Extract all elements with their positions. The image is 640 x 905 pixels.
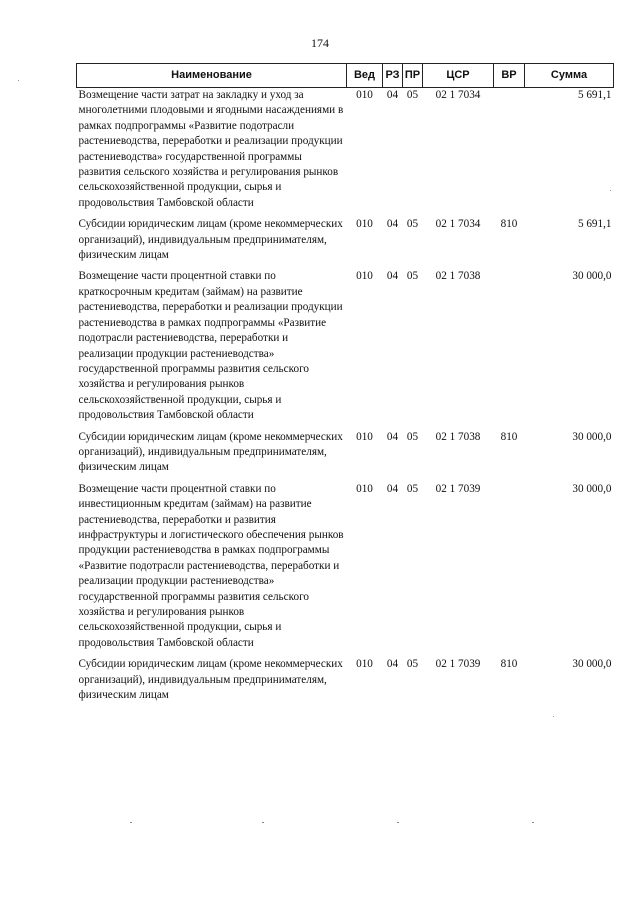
table-body xyxy=(77,88,614,710)
scan-speck xyxy=(610,190,611,191)
page-number: 174 xyxy=(311,36,329,50)
budget-table xyxy=(76,63,614,709)
row-sum: 30 000,0 xyxy=(572,430,612,443)
row-pr: 05 xyxy=(406,89,419,101)
table-row xyxy=(77,88,614,218)
row-sum: 30 000,0 xyxy=(572,270,612,283)
row-pr: 05 xyxy=(406,218,419,231)
row-name: Возмещение части процентной ставки по краткосрочным кредитам (займам) на развитие растениеводства, переработки и реализации продукции растениеводства в рамках подпрограммы «Развитие подотрасли растениеводства, переработки и реализации продукции растениеводства» государственной программы развития сельского хозяйства и регулирования рынков сельскохозяйственной продукции, сырья и продовольствия Тамбовской области xyxy=(78,270,343,422)
row-pr: 05 xyxy=(406,270,419,283)
row-vr: 810 xyxy=(500,430,518,443)
row-name: Возмещение части затрат на закладку и уход за многолетними плодовыми и ягодными насаждениями в рамках подпрограммы «Развитие подотрасли растениеводства, переработки и реализации продукции растениеводства» государственной программы развития сельского хозяйства и регулирования рынков сельскохозяйственной продукции, сырья и продовольствия Тамбовской области xyxy=(78,89,344,209)
header-sum: Сумма xyxy=(525,64,614,88)
scan-speck xyxy=(553,716,554,717)
header-csr: ЦСР xyxy=(423,64,494,88)
row-csr: 02 1 7038 xyxy=(435,270,481,283)
row-rz: 04 xyxy=(386,482,399,495)
row-sum: 30 000,0 xyxy=(572,658,612,671)
table-header xyxy=(77,64,614,88)
row-csr: 02 1 7038 xyxy=(435,430,481,443)
row-sum: 5 691,1 xyxy=(577,218,612,231)
row-vr: 810 xyxy=(500,218,518,231)
scan-dot xyxy=(397,822,399,823)
row-csr: 02 1 7039 xyxy=(435,658,481,671)
table-row xyxy=(77,657,614,709)
row-rz: 04 xyxy=(386,270,399,283)
header-ved: Вед xyxy=(347,64,383,88)
scan-dot xyxy=(532,822,534,823)
row-ved: 010 xyxy=(356,430,373,443)
row-pr: 05 xyxy=(406,482,419,495)
table-row xyxy=(77,217,614,269)
table-row xyxy=(77,430,614,482)
header-pr: ПР xyxy=(403,64,423,88)
header-rz: РЗ xyxy=(383,64,403,88)
row-name: Субсидии юридическим лицам (кроме некоммерческих организаций), индивидуальным предпринимателям, физическим лицам xyxy=(78,430,343,474)
row-vr xyxy=(494,269,525,429)
row-ved: 010 xyxy=(356,270,373,283)
row-vr xyxy=(494,88,525,218)
row-pr: 05 xyxy=(406,430,419,443)
row-vr xyxy=(494,482,525,657)
row-ved: 010 xyxy=(356,89,373,101)
row-name: Субсидии юридическим лицам (кроме некоммерческих организаций), индивидуальным предпринимателям, физическим лицам xyxy=(78,218,343,262)
row-rz: 04 xyxy=(386,430,399,443)
scan-artifacts xyxy=(0,822,640,826)
row-csr: 02 1 7034 xyxy=(435,89,481,101)
scan-dot xyxy=(130,822,132,823)
row-rz: 04 xyxy=(386,658,399,671)
row-ved: 010 xyxy=(356,482,373,495)
header-vr: ВР xyxy=(494,64,525,88)
scan-speck xyxy=(18,80,19,81)
row-csr: 02 1 7034 xyxy=(435,218,481,231)
table-row xyxy=(77,482,614,657)
table-row xyxy=(77,269,614,429)
row-csr: 02 1 7039 xyxy=(435,482,481,495)
row-pr: 05 xyxy=(406,658,419,671)
row-ved: 010 xyxy=(356,218,373,231)
row-ved: 010 xyxy=(356,658,373,671)
row-name: Возмещение части процентной ставки по инвестиционным кредитам (займам) на развитие растениеводства, переработки и развития инфраструктуры и логистического обеспечения рынков продукции растениеводства в рамках подпрограммы «Развитие подотрасли растениеводства, переработки и реализации продукции растениеводства» государственной программы развития сельского хозяйства и регулирования рынков сельскохозяйственной продукции, сырья и продовольствия Тамбовской области xyxy=(78,482,344,649)
row-rz: 04 xyxy=(386,218,399,231)
row-name: Субсидии юридическим лицам (кроме некоммерческих организаций), индивидуальным предпринимателям, физическим лицам xyxy=(78,658,343,702)
row-sum: 30 000,0 xyxy=(572,482,612,495)
row-sum: 5 691,1 xyxy=(577,89,612,101)
row-vr: 810 xyxy=(500,658,518,671)
row-rz: 04 xyxy=(386,89,399,101)
header-name: Наименование xyxy=(77,64,347,88)
scan-dot xyxy=(262,822,264,823)
